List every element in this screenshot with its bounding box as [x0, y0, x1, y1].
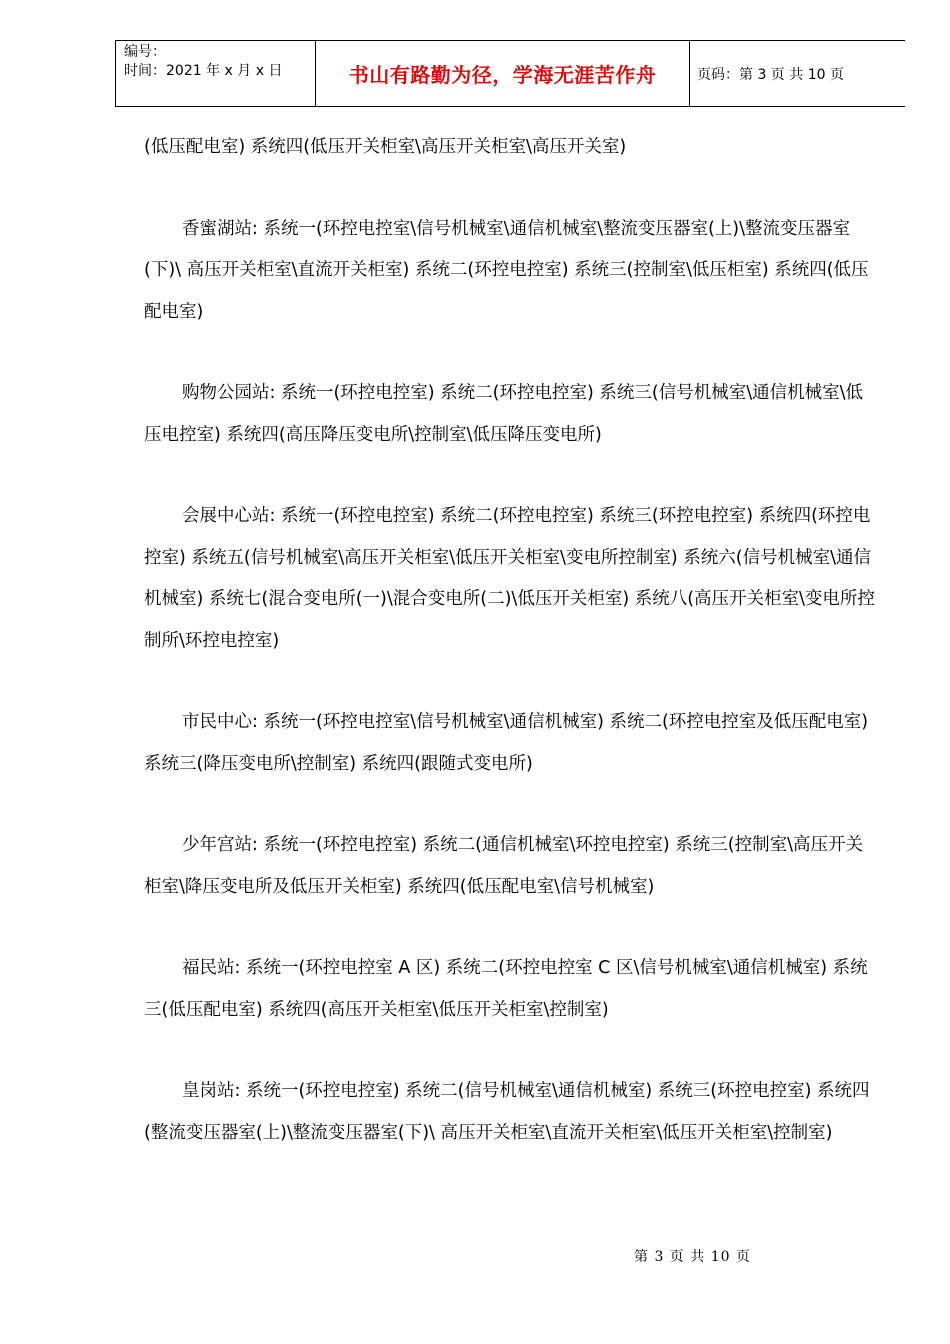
footer-page-number: 第 3 页 共 10 页	[634, 1249, 751, 1265]
paragraph-gouwu-gongyuan-station: 购物公园站: 系统一(环控电控室) 系统二(环控电控室) 系统三(信号机械室\通信机械室\低压电控室) 系统四(高压降压变电所\控制室\低压降压变电所)	[144, 383, 864, 445]
header-divider-right	[689, 40, 690, 107]
header-motto: 书山有路勤为径，学海无涯苦作舟	[348, 63, 657, 87]
paragraph-continuation: (低压配电室) 系统四(低压开关柜室\高压开关柜室\高压开关室)	[144, 137, 627, 157]
paragraph-huizhan-zhongxin-station: 会展中心站: 系统一(环控电控室) 系统二(环控电控室) 系统三(环控电控室) 系统四(环控电控室) 系统五(信号机械室\高压开关柜室\低压开关柜室\变电所控制室) 系统六(信号机械室\通信机械室) 系统七(混合变电所(一)\混合变电所(二)\低压开关柜室) 系统八(高压开关柜室\变电所控制所\环控电控室)	[144, 506, 875, 651]
paragraph-shaoniangong-station: 少年宫站: 系统一(环控电控室) 系统二(通信机械室\环控电控室) 系统三(控制室\高压开关柜室\降压变电所及低压开关柜室) 系统四(低压配电室\信号机械室)	[144, 835, 864, 897]
document-body	[144, 127, 879, 1194]
header-page-info: 页码：第 3 页 共 10 页	[697, 67, 844, 83]
header-divider-left	[115, 40, 116, 107]
paragraph-huanggang-station: 皇岗站: 系统一(环控电控室) 系统二(信号机械室\通信机械室) 系统三(环控电控室) 系统四(整流变压器室(上)\整流变压器室(下)\ 高压开关柜室\直流开关柜室\低压开关柜室\控制室)	[144, 1081, 870, 1143]
paragraph-xiangmihu-station: 香蜜湖站: 系统一(环控电控室\信号机械室\通信机械室\整流变压器室(上)\整流变压器室(下)\ 高压开关柜室\直流开关柜室) 系统二(环控电控室) 系统三(控制室\低压柜室) 系统四(低压配电室)	[144, 218, 869, 322]
paragraph-fumin-station: 福民站: 系统一(环控电控室 A 区) 系统二(环控电控室 C 区\信号机械室\通信机械室) 系统三(低压配电室) 系统四(高压开关柜室\低压开关柜室\控制室)	[144, 958, 868, 1020]
document-time-label: 时间：2021 年 x 月 x 日	[124, 63, 283, 79]
document-number-label: 编号：	[124, 44, 166, 60]
paragraph-shimin-zhongxin: 市民中心: 系统一(环控电控室\信号机械室\通信机械室) 系统二(环控电控室及低压配电室) 系统三(降压变电所\控制室) 系统四(跟随式变电所)	[144, 712, 869, 774]
header-meta	[124, 43, 282, 81]
